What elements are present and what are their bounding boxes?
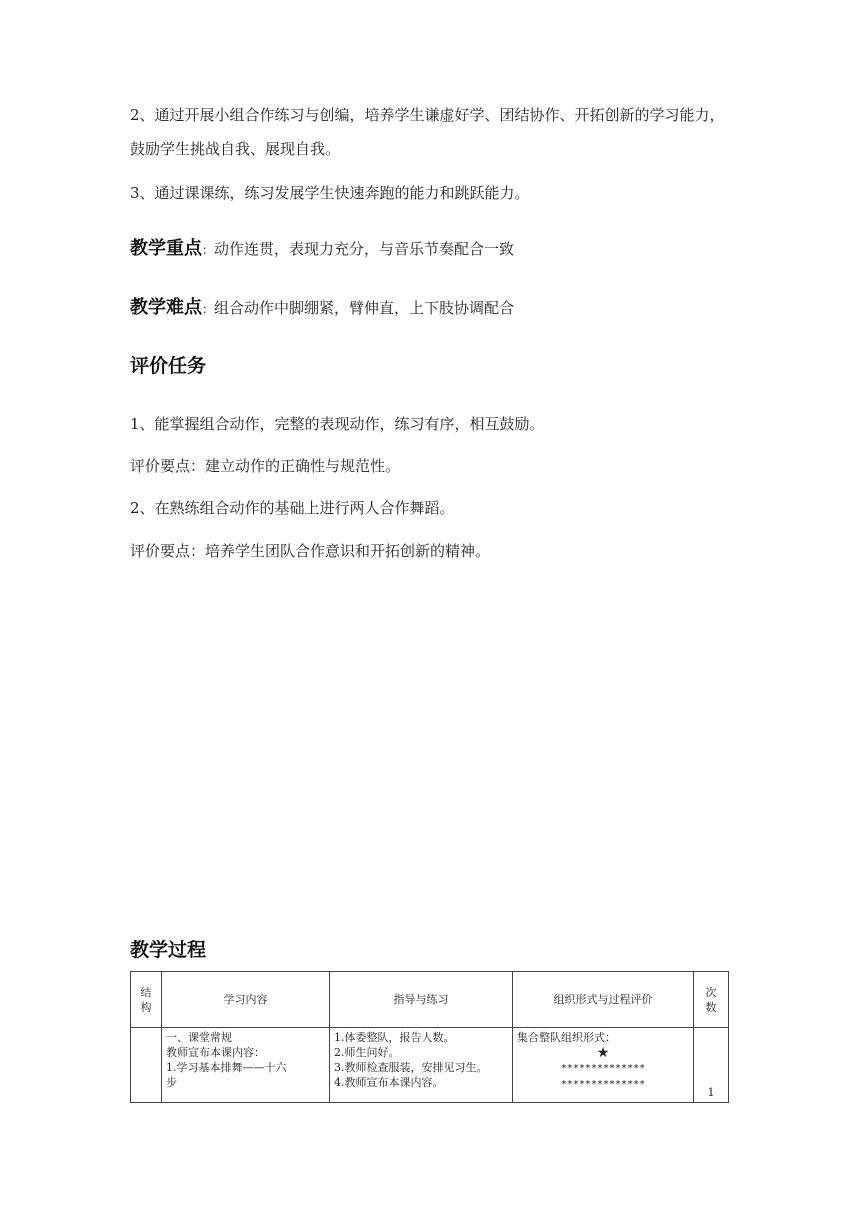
key-point xyxy=(130,237,514,262)
col-content: 学习内容 xyxy=(162,972,330,1028)
evaluation-item-2: 2、在熟练组合动作的基础上进行两人合作舞蹈。 xyxy=(130,499,455,517)
key-point-label: 教学重点 xyxy=(130,238,202,259)
difficulty-separator: ： xyxy=(202,302,215,316)
evaluation-point-1: 评价要点：建立动作的正确性与规范性。 xyxy=(130,457,401,475)
key-point-text: 动作连贯，表现力充分，与音乐节奏配合一致 xyxy=(214,240,515,258)
difficulty-label: 教学难点 xyxy=(130,297,202,318)
col-structure: 结 构 xyxy=(131,972,162,1028)
col-count: 次 数 xyxy=(694,972,729,1028)
evaluation-heading: 评价任务 xyxy=(130,355,207,377)
organization-title: 集合整队组织形式： xyxy=(517,1031,616,1044)
difficulty-text: 组合动作中脚绷紧，臂伸直，上下肢协调配合 xyxy=(214,299,515,317)
evaluation-point-2: 评价要点：培养学生团队合作意识和开拓创新的精神。 xyxy=(130,542,491,560)
process-heading: 教学过程 xyxy=(130,939,207,961)
cell-count: 1 xyxy=(694,1028,729,1103)
cell-structure xyxy=(131,1028,162,1103)
col-guidance: 指导与练习 xyxy=(330,972,513,1028)
formation-row-1: ************** xyxy=(560,1063,646,1074)
objective-3: 3、通过课课练，练习发展学生快速奔跑的能力和跳跃能力。 xyxy=(130,184,530,202)
key-point-separator: ： xyxy=(202,243,215,257)
objective-2: 2、通过开展小组合作练习与创编，培养学生谦虚好学、团结协作、开拓创新的学习能力，鼓励学生挑战自我、展现自我。 xyxy=(130,106,725,158)
cell-guidance: 1.体委整队，报告人数。 2.师生问好。 3.教师检查服装，安排见习生。 4.教师宣布本课内容。 xyxy=(330,1028,513,1103)
difficulty xyxy=(130,296,514,321)
star-icon: ★ xyxy=(596,1045,610,1061)
process-table xyxy=(130,971,729,1103)
cell-content: 一、课堂常规 教师宣布本课内容： 1.学习基本排舞——十六 步 xyxy=(162,1028,330,1103)
evaluation-item-1: 1、能掌握组合动作，完整的表现动作，练习有序，相互鼓励。 xyxy=(130,415,545,433)
table-header-row xyxy=(131,972,729,1028)
table-row xyxy=(131,1028,729,1103)
cell-organization xyxy=(513,1028,694,1103)
formation-row-2: ************** xyxy=(560,1079,646,1090)
col-organization: 组织形式与过程评价 xyxy=(513,972,694,1028)
